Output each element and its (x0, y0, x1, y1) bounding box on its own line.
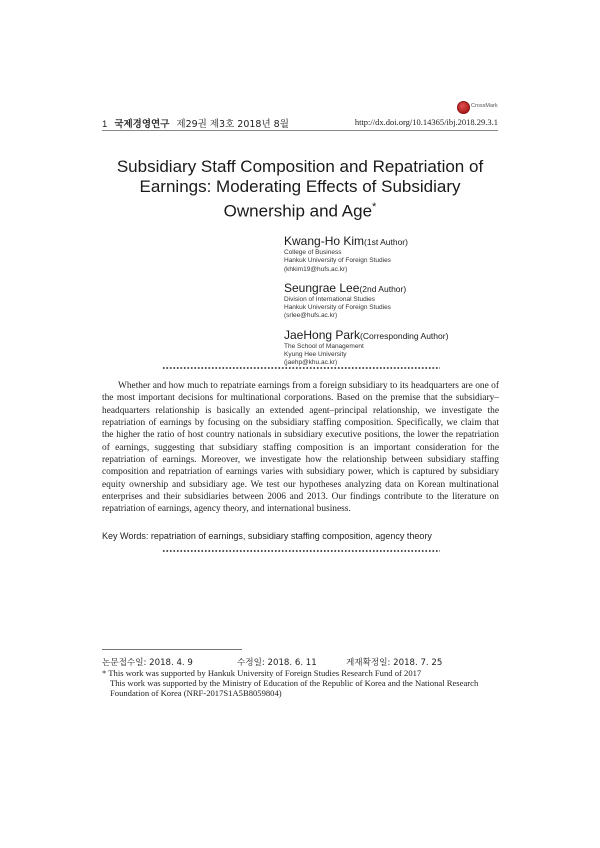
author-name: JaeHong Park (284, 327, 361, 342)
author-block (284, 328, 504, 368)
author-affiliation: The School of Management (284, 342, 364, 350)
running-header (102, 116, 498, 131)
author-email[interactable]: (khkim19@hufs.ac.kr) (284, 265, 348, 273)
author-email[interactable]: (srlee@hufs.ac.kr) (284, 312, 338, 320)
author-name: Kwang-Ho Kim (284, 234, 365, 248)
keywords: Key Words: repatriation of earnings, subsidiary staffing composition, agency theory (102, 531, 432, 541)
author-role: (1st Author) (364, 237, 408, 247)
title-line: Earnings: Moderating Effects of Subsidiary (139, 177, 461, 196)
crossmark-label: CrossMark (471, 103, 498, 109)
author-block (284, 234, 504, 274)
revised-date: 수정일: 2018. 6. 11 (237, 658, 317, 668)
doi-link[interactable]: http://dx.doi.org/10.14365/ibj.2018.29.3.1 (354, 117, 498, 127)
author-role: (2nd Author) (359, 283, 407, 294)
author-institution: Hankuk University of Foreign Studies (284, 304, 391, 312)
author-name-line (284, 328, 504, 343)
journal-name: 국제경영연구 (114, 119, 170, 130)
funding-notes (102, 668, 499, 699)
funding-note: * This work was supported by Hankuk University of Foreign Studies Research Fund of 2017 (102, 668, 422, 678)
title-line: Subsidiary Staff Composition and Repatriation of (116, 157, 484, 176)
author-name-line (284, 234, 504, 249)
funding-note: This work was supported by the Ministry of Education of the Republic of Korea and the National Research (110, 678, 479, 689)
title-footnote-mark: * (372, 201, 377, 213)
author-affiliation: Division of International Studies (284, 295, 376, 303)
journal-info (102, 116, 289, 130)
abstract (102, 380, 499, 516)
volume-issue: 제29권 제3호 2018년 8월 (176, 119, 289, 130)
title-line-text: Ownership and Age (223, 201, 373, 221)
funding-note: Foundation of Korea (NRF-2017S1A5B8059804) (110, 688, 282, 699)
author-institution: Kyung Hee University (284, 351, 347, 359)
accepted-date: 게재확정일: 2018. 7. 25 (346, 658, 443, 668)
submission-dates (102, 656, 499, 668)
dotted-divider-bottom (162, 550, 440, 552)
footnote-rule (102, 649, 242, 650)
author-role: (Corresponding Author) (360, 330, 449, 341)
paper-title (100, 157, 500, 222)
title-line (100, 197, 500, 222)
author-affiliation: College of Business (284, 249, 342, 256)
author-name-line (284, 281, 504, 296)
author-list (284, 234, 504, 375)
dotted-divider-top (162, 367, 440, 369)
author-email[interactable]: (jaehp@khu.ac.kr) (284, 359, 338, 367)
crossmark-badge[interactable] (457, 101, 503, 113)
received-date: 논문접수일: 2018. 4. 9 (102, 658, 193, 668)
author-name: Seungrae Lee (284, 280, 360, 295)
author-block (284, 281, 504, 321)
author-institution: Hankuk University of Foreign Studies (284, 257, 391, 265)
abstract-text: Whether and how much to repatriate earnings from a foreign subsidiary to its headquarters are one of the most important decisions for multinational corporations. Based on the premise that the subsidiary–headquarters relationship is basically an extended agent–principal relationship, we investigate the repatriation of earnings by focusing on the subsidiary staffing composition. Specifically, we claim that the higher the ratio of host country nationals in subsidiary executive positions, the lower the repatriation of earnings, suggesting that subsidiary staffing composition is an important consideration for the repatriation of earnings. Moreover, we investigate how the relationship between subsidiary staffing composition and repatriation of earnings varies with subsidiary power, which is captured by subsidiary equity ownership and subsidiary age. We test our hypotheses analyzing data on Korean multinational enterprises and their subsidiaries between 2006 and 2013. Our findings contribute to the literature on repatriation of earnings, agency theory, and international business. (102, 381, 499, 515)
page-number: 1 (102, 119, 108, 130)
crossmark-icon (457, 101, 470, 114)
